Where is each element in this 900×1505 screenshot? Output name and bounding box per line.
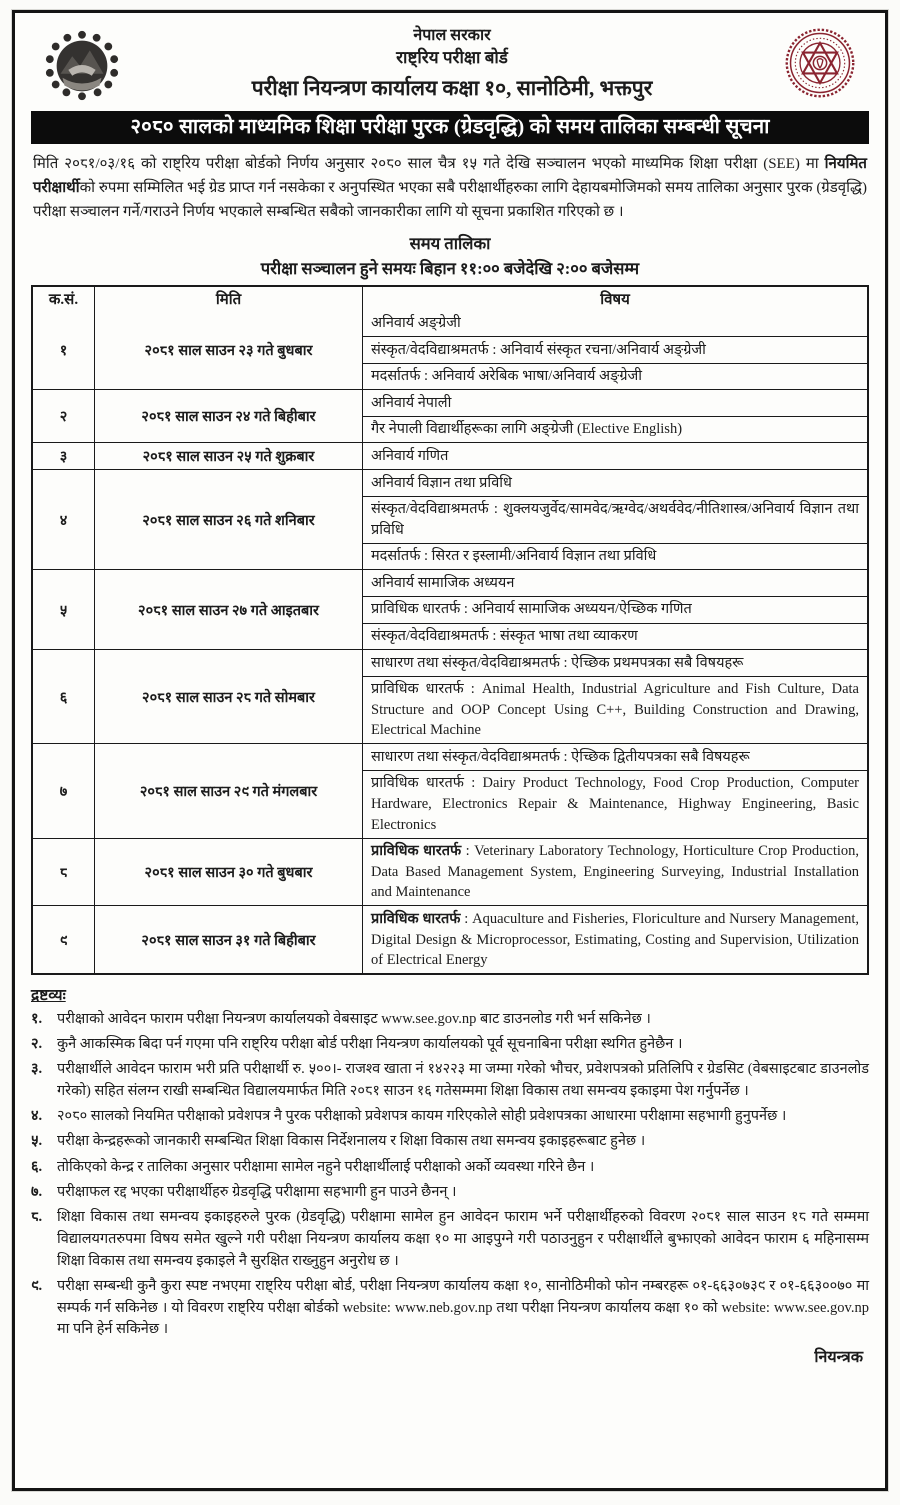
subject-cell <box>363 470 867 496</box>
note-number: ४. <box>31 1108 43 1125</box>
subject-text: संस्कृत/वेदविद्याश्रमतर्फ : अनिवार्य संस्कृत रचना/अनिवार्य अङ्ग्रेजी <box>371 341 706 358</box>
subject-text: संस्कृत/वेदविद्याश्रमतर्फ : शुक्लयजुर्वेद/सामवेद/ऋग्वेद/अथर्ववेद/नीतिशास्त्र/अनिवार्य विज्ञान तथा प्रविधि <box>371 501 859 538</box>
note-item <box>31 1182 869 1204</box>
note-item <box>31 1157 869 1179</box>
note-item <box>31 1276 869 1341</box>
subject-stream-label: प्राविधिक धारतर्फ <box>371 910 461 927</box>
notes-heading: द्रष्टव्यः <box>31 987 66 1005</box>
note-item <box>31 1009 869 1031</box>
table-row <box>33 838 867 906</box>
note-text: शिक्षा विकास तथा समन्वय इकाइहरुले पुरक (ग्रेडवृद्धि) परीक्षामा सामेल हुन आवेदन फाराम भर्ने परीक्षार्थीहरुको विवरण २०८१ साल साउन १८ गते सम्ममा विद्यालयगतरुपमा विषय समेत खुल्ने गरी परीक्षा नियन्त्रण कार्यालय कक्षा १० मा आइपुग्ने गरी पठाउनुहुन र परीक्षार्थीले बुझाएको आवेदन फाराम ६ महिनासम्म शिक्षा विकास तथा समन्वय इकाइले नै सुरक्षित राख्नुहुन अनुरोध छ । <box>57 1209 869 1269</box>
subject-cell <box>363 839 867 906</box>
note-text: परीक्षाको आवेदन फाराम परीक्षा नियन्त्रण कार्यालयको वेबसाइट www.see.gov.np बाट डाउनलोड गरी भर्न सकिनेछ । <box>57 1010 651 1027</box>
note-item <box>31 1059 869 1103</box>
row-serial-number: ९ <box>33 906 95 973</box>
note-text: तोकिएको केन्द्र र तालिका अनुसार परीक्षामा सामेल नहुने परीक्षार्थीलाई परीक्षाको अर्को व्यवस्था गरिने छैन । <box>57 1158 595 1175</box>
row-subjects <box>363 443 867 469</box>
row-date: २०८१ साल साउन २६ गते शनिबार <box>95 470 363 569</box>
subject-text: मदर्सातर्फ : सिरत र इस्लामी/अनिवार्य विज्ञान तथा प्रविधि <box>371 548 657 565</box>
subject-cell <box>363 623 867 650</box>
header-sn: क.सं. <box>33 287 95 311</box>
note-text: २०८० सालको नियमित परीक्षाको प्रवेशपत्र नै पुरक परीक्षाको प्रवेशपत्र कायम गरिएकोले सोही प्रवेशपत्रका आधारमा परीक्षामा सहभागी हुनुपर्नेछ । <box>57 1108 787 1125</box>
notice-border-frame <box>12 10 888 1491</box>
subject-text: साधारण तथा संस्कृत/वेदविद्याश्रमतर्फ : ऐच्छिक प्रथमपत्रका सबै विषयहरू <box>371 654 744 671</box>
intro-part1: मिति २०८१/०३/१६ को राष्ट्रिय परीक्षा बोर्डको निर्णय अनुसार २०८० साल चैत्र १५ गते देखि सञ्चालन भएको माध्यमिक शिक्षा परीक्षा (SEE) मा <box>33 155 825 172</box>
schedule-title: समय तालिका <box>409 233 491 253</box>
table-row <box>33 649 867 743</box>
subject-text: : Veterinary Laboratory Technology, Horticulture Crop Production, Data Based Management System, Engineering Surveying, Industrial Installation and Maintenance <box>371 843 860 901</box>
notice-title-banner: २०८० सालको माध्यमिक शिक्षा परीक्षा पुरक (ग्रेडवृद्धि) को समय तालिका सम्बन्धी सूचना <box>31 111 869 144</box>
table-row <box>33 389 867 442</box>
subject-text: साधारण तथा संस्कृत/वेदविद्याश्रमतर्फ : ऐच्छिक द्वितीयपत्रका सबै विषयहरू <box>371 748 750 765</box>
table-header-row <box>33 287 867 311</box>
note-text: परीक्षार्थीले आवेदन फाराम भरी प्रति परीक्षार्थी रु. ५००।- राजश्व खाता नं १४२२३ मा जम्मा गरेको भौचर, प्रवेशपत्रको प्रतिलिपि र ग्रेडसिट (वेबसाइटबाट डाउनलोड गरेको) सहित संलग्न राखी सम्बन्धित विद्यालयमार्फत मिति २०८१ साउन १६ गतेसम्ममा शिक्षा विकास तथा समन्वय इकाइमा पेश गर्नुपर्नेछ । <box>57 1061 869 1099</box>
note-number: ६. <box>31 1158 43 1175</box>
header-date: मिति <box>95 287 363 311</box>
note-number: ५. <box>31 1133 43 1150</box>
row-subjects <box>363 650 867 743</box>
schedule-table <box>31 285 869 976</box>
letterhead-text <box>125 23 779 102</box>
note-item <box>31 1207 869 1272</box>
subject-cell <box>363 596 867 623</box>
subject-text: अनिवार्य सामाजिक अध्ययन <box>371 574 515 591</box>
intro-part2: को रुपमा सम्मिलित भई ग्रेड प्राप्त गर्न नसकेका र अनुपस्थित भएका सबै परीक्षार्थीहरुका लागि देहायबमोजिमको समय तालिका अनुसार पुरक (ग्रेडवृद्धि) परीक्षा सञ्चालन गर्ने/गराउने निर्णय भएकाले सम्बन्धित सबैको जानकारीका लागि यो सूचना प्रकाशित गरिएको छ । <box>33 179 867 221</box>
table-row <box>33 905 867 973</box>
row-serial-number: ६ <box>33 650 95 743</box>
row-date: २०८१ साल साउन २८ गते सोमबार <box>95 650 363 743</box>
subject-cell <box>363 336 867 363</box>
subject-cell <box>363 443 867 469</box>
subject-cell <box>363 650 867 676</box>
subject-cell <box>363 311 867 337</box>
subject-cell <box>363 770 867 838</box>
row-subjects <box>363 839 867 906</box>
subject-text: संस्कृत/वेदविद्याश्रमतर्फ : संस्कृत भाषा तथा व्याकरण <box>371 628 638 645</box>
intro-bold: नियमित परीक्षार्थी <box>33 155 867 196</box>
header-subject: विषय <box>600 291 630 308</box>
note-number: १. <box>31 1010 43 1027</box>
subject-cell <box>363 676 867 744</box>
note-item <box>31 1131 869 1153</box>
row-subjects <box>363 744 867 837</box>
note-text: परीक्षाफल रद्द भएका परीक्षार्थीहरु ग्रेडवृद्धि परीक्षामा सहभागी हुन पाउने छैनन् । <box>57 1183 457 1200</box>
subject-text: प्राविधिक धारतर्फ : अनिवार्य सामाजिक अध्ययन/ऐच्छिक गणित <box>371 601 692 618</box>
subject-text: प्राविधिक धारतर्फ : Animal Health, Industrial Agriculture and Fish Culture, Data Structure and OOP Concept Using C++, Building Construction and Drawing, Electrical Machine <box>371 681 859 739</box>
row-subjects <box>363 570 867 649</box>
row-serial-number: ८ <box>33 839 95 906</box>
row-subjects <box>363 470 867 569</box>
notes-list <box>31 1009 869 1342</box>
note-number: ९. <box>31 1277 43 1294</box>
row-subjects <box>363 390 867 442</box>
row-date: २०८१ साल साउन २४ गते बिहीबार <box>95 390 363 442</box>
subject-cell <box>363 390 867 416</box>
subject-cell <box>363 744 867 770</box>
subject-text: मदर्सातर्फ : अनिवार्य अरेबिक भाषा/अनिवार्य अङ्ग्रेजी <box>371 368 643 385</box>
government-name: नेपाल सरकार <box>413 27 491 44</box>
subject-text: अनिवार्य अङ्ग्रेजी <box>371 315 461 332</box>
note-item <box>31 1106 869 1128</box>
note-text: कुनै आकस्मिक बिदा पर्न गएमा पनि राष्ट्रिय परीक्षा बोर्ड परीक्षा नियन्त्रण कार्यालयको पूर्व सूचनाबिना परीक्षा स्थगित हुनेछैन । <box>57 1035 683 1052</box>
row-date: २०८१ साल साउन २९ गते मंगलबार <box>95 744 363 837</box>
subject-text: : Aquaculture and Fisheries, Floriculture and Nursery Management, Digital Design & Microprocessor, Estimating, Costing and Supervision, Utilization of Electrical Energy <box>371 910 860 969</box>
note-item <box>31 1034 869 1056</box>
note-number: ३. <box>31 1061 43 1078</box>
row-serial-number: ३ <box>33 443 95 469</box>
table-row <box>33 311 867 390</box>
subject-cell <box>363 570 867 596</box>
row-serial-number: ५ <box>33 570 95 649</box>
board-name: राष्ट्रिय परीक्षा बोर्ड <box>396 47 508 67</box>
subject-cell <box>363 363 867 390</box>
table-body <box>33 311 867 974</box>
row-serial-number: ७ <box>33 744 95 837</box>
row-date: २०८१ साल साउन २३ गते बुधबार <box>95 311 363 390</box>
note-number: ७. <box>31 1183 43 1200</box>
subject-text: प्राविधिक धारतर्फ : Dairy Product Technology, Food Crop Production, Computer Hardware, Electronics Repair & Maintenance, Highway Engineering, Basic Electronics <box>371 775 859 833</box>
row-date: २०८१ साल साउन ३१ गते बिहीबार <box>95 906 363 973</box>
note-text: परीक्षा केन्द्रहरूको जानकारी सम्बन्धित शिक्षा विकास निर्देशनालय र शिक्षा विकास तथा समन्वय इकाइहरूबाट हुनेछ । <box>57 1133 646 1150</box>
notes-section <box>31 983 869 1341</box>
note-number: ८. <box>31 1209 43 1226</box>
subject-cell <box>363 416 867 443</box>
office-name: परीक्षा नियन्त्रण कार्यालय कक्षा १०, सानोठिमी, भक्तपुर <box>251 75 653 100</box>
subject-cell <box>363 543 867 570</box>
table-row <box>33 569 867 649</box>
note-number: २. <box>31 1035 43 1052</box>
row-serial-number: १ <box>33 311 95 390</box>
subject-text: अनिवार्य विज्ञान तथा प्रविधि <box>371 474 512 491</box>
subject-text: गैर नेपाली विद्यार्थीहरूका लागि अङ्ग्रेजी (Elective English) <box>371 421 683 438</box>
nepal-government-emblem-icon <box>39 23 125 105</box>
letterhead <box>31 19 869 107</box>
subject-text: अनिवार्य नेपाली <box>371 394 452 411</box>
row-date: २०८१ साल साउन २५ गते शुक्रबार <box>95 443 363 469</box>
subject-stream-label: प्राविधिक धारतर्फ <box>371 843 462 860</box>
row-date: २०८१ साल साउन ३० गते बुधबार <box>95 839 363 906</box>
row-serial-number: ४ <box>33 470 95 569</box>
subject-cell <box>363 906 867 973</box>
subject-cell <box>363 496 867 543</box>
examination-board-seal-icon <box>779 23 861 101</box>
row-subjects <box>363 311 867 390</box>
table-row <box>33 469 867 569</box>
table-row <box>33 743 867 837</box>
table-row <box>33 442 867 469</box>
intro-paragraph <box>31 152 869 225</box>
signature-controller: नियन्त्रक <box>814 1349 863 1367</box>
row-serial-number: २ <box>33 390 95 442</box>
subject-text: अनिवार्य गणित <box>371 447 449 464</box>
row-date: २०८१ साल साउन २७ गते आइतबार <box>95 570 363 649</box>
note-text: परीक्षा सम्बन्धी कुनै कुरा स्पष्ट नभएमा राष्ट्रिय परीक्षा बोर्ड, परीक्षा नियन्त्रण कार्यालय कक्षा १०, सानोठिमीको फोन नम्बरहरू ०१-६६३०७३९ र ०१-६६३००७० मा सम्पर्क गर्न सकिनेछ । यो विवरण राष्ट्रिय परीक्षा बोर्डको website: www.neb.gov.np तथा परीक्षा नियन्त्रण कार्यालय कक्षा १० को website: www.see.gov.np मा पनि हेर्न सकिनेछ । <box>57 1277 869 1338</box>
row-subjects <box>363 906 867 973</box>
schedule-subtitle: परीक्षा सञ्चालन हुने समयः बिहान ११:०० बजेदेखि २:०० बजेसम्म <box>260 258 640 278</box>
